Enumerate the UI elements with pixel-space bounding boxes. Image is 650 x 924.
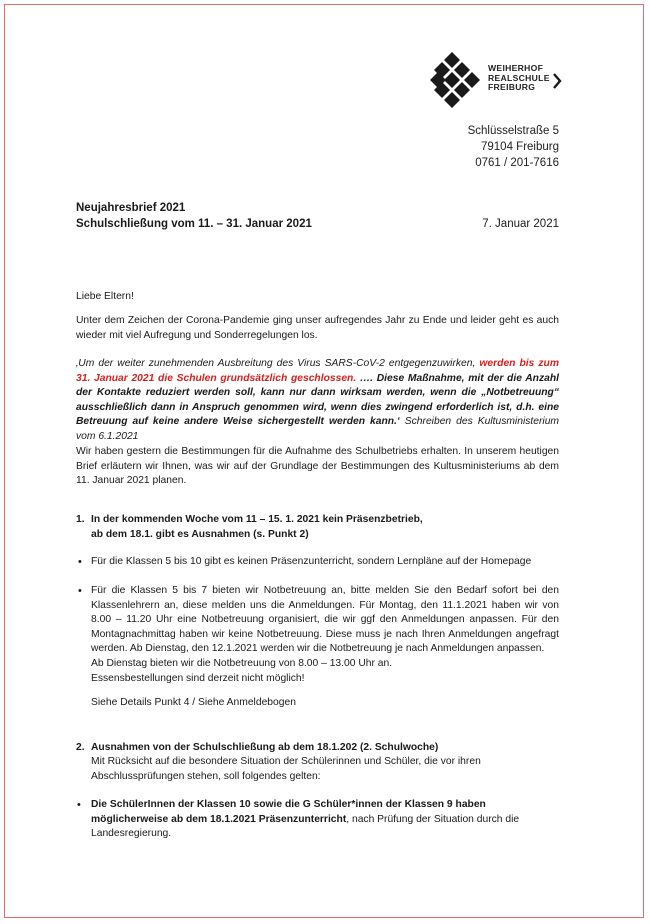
logo-wordmark: WEIHERHOF REALSCHULE FREIBURG: [488, 63, 550, 92]
bullet-icon: •: [78, 585, 82, 597]
address-phone: 0761 / 201-7616: [475, 157, 559, 169]
ministry-quote: ‚Um der weiter zunehmenden Ausbreitung des Virus SARS-CoV-2 entgegenzuwirken, werden bis zum 31. Januar 2021 die Schulen grundsätzlich geschlossen. …. Diese Maßnahme, mit der die Anzahl der Kontakte reduziert werden soll, kann nur dann wirksam werden, wenn die „Notbetreuung“ ausschließlich dann in Anspruch genommen wird, wenn dies zwingend erforderlich ist, d.h. eine Betreuung auf keine andere Weise sichergestellt werden kann.‘ Schreiben des Kultusministerium vom 6.1.2021: [76, 358, 559, 442]
school-address: [468, 123, 559, 171]
letter-title: Neujahresbrief 2021 Schulschließung vom 11. – 31. Januar 2021: [76, 202, 312, 230]
section1-bullet2: Für die Klassen 5 bis 7 bieten wir Notbetreuung an, bitte melden Sie den Bedarf sofort bei den Klassenlehrern an, diese melden uns die Anmeldungen. Für Montag, den 11.1.2021 haben wir von 8.00 – 11.20 Uhr eine Notbetreuung organisiert, die wir ggf den Anmeldungen anpassen. Für den Montagnachmittag haben wir keine Notbetreuung. Diese muss je nach Ihren Anmeldungen angefragt werden. Ab Dienstag, den 12.1.2021 werden wir die Notbetreuung je nach Anmeldungen anpassen. Ab Dienstag bieten wir die Notbetreuung von 8.00 – 13.00 Uhr an. Essensbestellungen sind derzeit nicht möglich!: [91, 585, 559, 684]
section2-heading: Ausnahmen von der Schulschließung ab dem 18.1.202 (2. Schulwoche): [91, 742, 439, 753]
section1-heading: In der kommenden Woche vom 11 – 15. 1. 2021 kein Präsenzbetrieb, ab dem 18.1. gibt es Ausnahmen (s. Punkt 2): [91, 514, 423, 540]
greeting: Liebe Eltern!: [76, 291, 134, 302]
quote-highlight: werden bis zum 31. Januar 2021 die Schulen grundsätzlich geschlossen.: [76, 358, 559, 384]
address-city: 79104 Freiburg: [481, 141, 559, 153]
address-street: Schlüsselstraße 5: [467, 125, 559, 137]
bullet-icon: •: [77, 799, 81, 811]
plan-paragraph: Wir haben gestern die Bestimmungen für die Aufnahme des Schulbetriebs erhalten. In unserem heutigen Brief erläutern wir Ihnen, was wir auf der Grundlage der Bestimmungen des Kultusministeriums ab dem 11. Januar 2021 planen.: [76, 446, 559, 487]
letter-date: 7. Januar 2021: [482, 218, 559, 230]
section2-number: 2.: [76, 742, 85, 753]
section2-text: Mit Rücksicht auf die besondere Situation der Schülerinnen und Schüler, die vor ihren Abschlussprüfungen stehen, soll folgendes gelten:: [91, 756, 481, 782]
section1-details: Siehe Details Punkt 4 / Siehe Anmeldebogen: [91, 697, 296, 708]
section1-bullet1: Für die Klassen 5 bis 10 gibt es keinen Präsenzunterricht, sondern Lernpläne auf der Homepage: [91, 556, 532, 567]
intro-paragraph: Unter dem Zeichen der Corona-Pandemie ging unser aufregendes Jahr zu Ende und leider geht es auch wieder mit viel Aufregung und Sonderregelungen los.: [76, 315, 559, 341]
bullet-icon: •: [78, 556, 82, 568]
section1-number: 1.: [76, 514, 85, 525]
section2-bullet: Die SchülerInnen der Klassen 10 sowie die G Schüler*innen der Klassen 9 haben möglicherweise ab dem 18.1.2021 Präsenzunterricht, nach Prüfung der Situation durch die Landesregierung.: [91, 799, 520, 840]
